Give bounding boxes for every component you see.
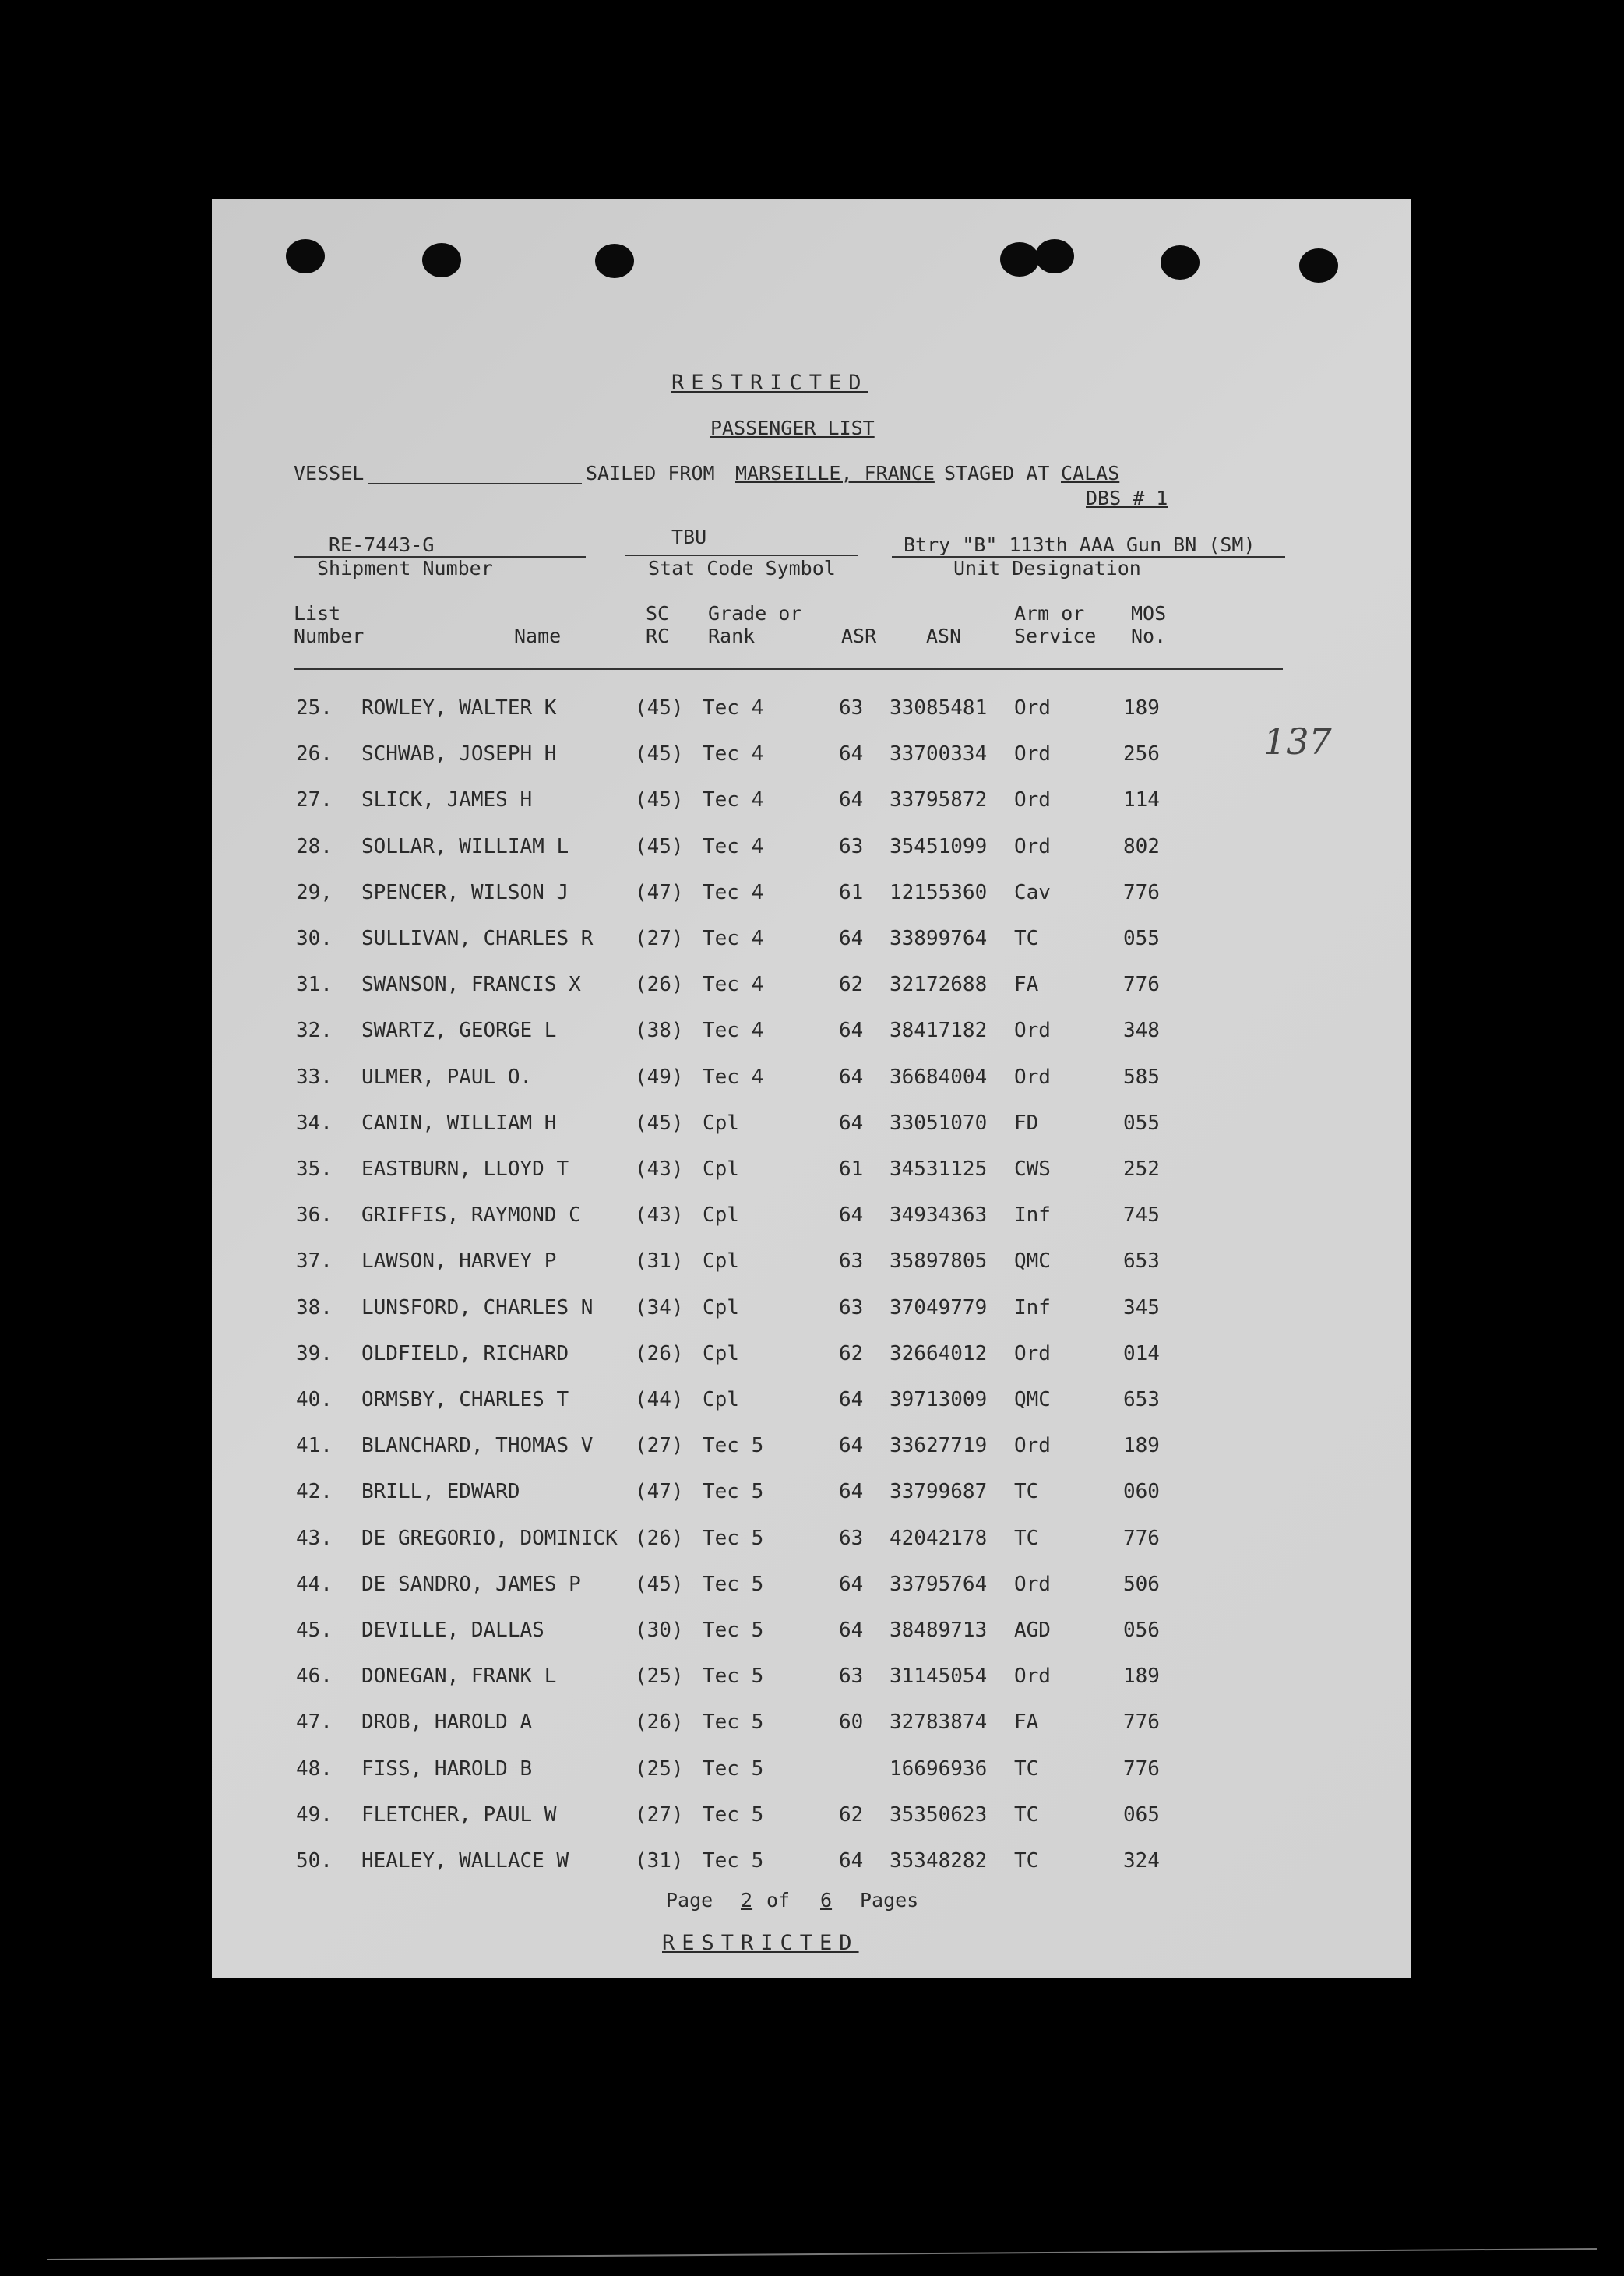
cell-arm: Ord (1014, 834, 1051, 858)
table-row (212, 923, 1411, 954)
table-row (212, 877, 1411, 908)
cell-name: LUNSFORD, CHARLES N (361, 1295, 594, 1319)
cell-mos: 114 (1123, 788, 1160, 812)
cell-grade: Tec 4 (703, 696, 764, 720)
cell-name: OLDFIELD, RICHARD (361, 1341, 569, 1365)
cell-name: SWANSON, FRANCIS X (361, 973, 581, 997)
cell-arm: FD (1014, 1111, 1039, 1135)
cell-arm: Ord (1014, 1665, 1051, 1689)
cell-grade: Tec 5 (703, 1434, 764, 1458)
cell-grade: Cpl (703, 1388, 739, 1411)
cell-scrc: (47) (635, 1480, 684, 1504)
cell-mos: 776 (1123, 880, 1160, 904)
table-row (212, 1200, 1411, 1231)
cell-num: 33. (296, 1065, 333, 1089)
cell-asr: 63 (839, 696, 864, 720)
cell-asn: 32172688 (890, 973, 988, 997)
document-title: PASSENGER LIST (710, 417, 875, 439)
cell-mos: 653 (1123, 1388, 1160, 1411)
cell-arm: CWS (1014, 1157, 1051, 1181)
col-asn: ASN (926, 625, 962, 647)
cell-arm: Ord (1014, 1019, 1051, 1043)
cell-mos: 585 (1123, 1065, 1160, 1089)
cell-name: GRIFFIS, RAYMOND C (361, 1203, 581, 1228)
cell-asn: 34934363 (890, 1203, 988, 1228)
table-row (212, 969, 1411, 1000)
col-asr: ASR (841, 625, 877, 647)
table-row (212, 1245, 1411, 1277)
cell-num: 30. (296, 927, 333, 950)
cell-grade: Cpl (703, 1157, 739, 1181)
cell-name: ULMER, PAUL O. (361, 1065, 533, 1089)
cell-asn: 35350623 (890, 1802, 988, 1827)
punch-hole (422, 243, 461, 277)
cell-grade: Tec 5 (703, 1480, 764, 1504)
cell-grade: Tec 4 (703, 788, 764, 812)
cell-grade: Cpl (703, 1203, 739, 1228)
table-row (212, 1753, 1411, 1785)
cell-num: 29, (296, 880, 333, 904)
cell-mos: 324 (1123, 1849, 1160, 1873)
cell-name: HEALEY, WALLACE W (361, 1849, 569, 1873)
cell-asn: 33085481 (890, 696, 988, 720)
cell-mos: 653 (1123, 1249, 1160, 1274)
cell-asr: 61 (839, 880, 864, 904)
of-label: of (766, 1889, 791, 1911)
cell-name: DE SANDRO, JAMES P (361, 1572, 581, 1596)
table-row (212, 1523, 1411, 1554)
unit-designation-value: Btry "B" 113th AAA Gun BN (SM) (904, 534, 1256, 556)
cell-grade: Cpl (703, 1249, 739, 1274)
cell-grade: Tec 4 (703, 880, 764, 904)
edge-line (47, 2248, 1597, 2260)
cell-arm: Ord (1014, 1434, 1051, 1458)
cell-num: 39. (296, 1341, 333, 1365)
cell-asr: 64 (839, 1111, 864, 1135)
cell-arm: TC (1014, 1849, 1039, 1873)
cell-grade: Tec 5 (703, 1756, 764, 1781)
cell-asn: 35348282 (890, 1849, 988, 1873)
table-row (212, 1615, 1411, 1646)
cell-mos: 189 (1123, 696, 1160, 720)
cell-asn: 33627719 (890, 1434, 988, 1458)
cell-asn: 31145054 (890, 1665, 988, 1689)
cell-mos: 189 (1123, 1665, 1160, 1689)
stat-code-value: TBU (671, 526, 707, 548)
cell-asn: 36684004 (890, 1065, 988, 1089)
cell-asn: 33051070 (890, 1111, 988, 1135)
cell-asr: 61 (839, 1157, 864, 1181)
staged-at-label: STAGED AT (944, 462, 1050, 484)
cell-num: 31. (296, 973, 333, 997)
cell-name: SCHWAB, JOSEPH H (361, 742, 557, 766)
col-service: Service (1014, 625, 1097, 647)
cell-name: FISS, HAROLD B (361, 1756, 533, 1781)
cell-name: SWARTZ, GEORGE L (361, 1019, 557, 1043)
cell-asr: 63 (839, 834, 864, 858)
cell-num: 50. (296, 1849, 333, 1873)
cell-grade: Tec 4 (703, 973, 764, 997)
cell-asr: 63 (839, 1526, 864, 1550)
cell-mos: 506 (1123, 1572, 1160, 1596)
table-row (212, 1154, 1411, 1185)
cell-arm: Ord (1014, 696, 1051, 720)
cell-arm: Ord (1014, 1065, 1051, 1089)
col-rank: Rank (708, 625, 756, 647)
cell-asn: 39713009 (890, 1388, 988, 1411)
cell-name: SPENCER, WILSON J (361, 880, 569, 904)
cell-num: 32. (296, 1019, 333, 1043)
cell-scrc: (43) (635, 1203, 684, 1228)
cell-mos: 189 (1123, 1434, 1160, 1458)
cell-name: LAWSON, HARVEY P (361, 1249, 557, 1274)
cell-mos: 776 (1123, 1526, 1160, 1550)
cell-asr: 63 (839, 1295, 864, 1319)
cell-grade: Tec 5 (703, 1572, 764, 1596)
cell-grade: Cpl (703, 1295, 739, 1319)
cell-scrc: (45) (635, 788, 684, 812)
cell-scrc: (26) (635, 1526, 684, 1550)
cell-scrc: (30) (635, 1619, 684, 1642)
cell-scrc: (27) (635, 927, 684, 950)
cell-asn: 33899764 (890, 927, 988, 950)
cell-scrc: (43) (635, 1157, 684, 1181)
cell-num: 48. (296, 1756, 333, 1781)
cell-asr: 64 (839, 1388, 864, 1411)
table-row (212, 1569, 1411, 1600)
cell-scrc: (31) (635, 1849, 684, 1873)
cell-scrc: (38) (635, 1019, 684, 1043)
margin-note: 137 (1263, 720, 1332, 763)
cell-grade: Cpl (703, 1341, 739, 1365)
cell-num: 36. (296, 1203, 333, 1228)
cell-mos: 252 (1123, 1157, 1160, 1181)
cell-scrc: (45) (635, 742, 684, 766)
cell-grade: Tec 4 (703, 1019, 764, 1043)
col-list-number: List (294, 602, 341, 625)
cell-name: SULLIVAN, CHARLES R (361, 927, 594, 950)
col-mos-no: No. (1131, 625, 1167, 647)
cell-grade: Tec 5 (703, 1711, 764, 1735)
cell-asn: 32783874 (890, 1711, 988, 1735)
cell-asr: 63 (839, 1249, 864, 1274)
cell-arm: Ord (1014, 742, 1051, 766)
cell-arm: Ord (1014, 788, 1051, 812)
cell-num: 27. (296, 788, 333, 812)
cell-asn: 32664012 (890, 1341, 988, 1365)
cell-grade: Tec 4 (703, 834, 764, 858)
cell-num: 40. (296, 1388, 333, 1411)
total-pages: 6 (820, 1889, 833, 1911)
cell-name: SOLLAR, WILLIAM L (361, 834, 569, 858)
cell-num: 25. (296, 696, 333, 720)
cell-num: 26. (296, 742, 333, 766)
cell-name: SLICK, JAMES H (361, 788, 533, 812)
cell-mos: 014 (1123, 1341, 1160, 1365)
col-rc: RC (646, 625, 670, 647)
cell-grade: Tec 5 (703, 1526, 764, 1550)
cell-asr: 64 (839, 927, 864, 950)
cell-num: 35. (296, 1157, 333, 1181)
cell-num: 45. (296, 1619, 333, 1642)
col-name: Name (514, 625, 562, 647)
cell-mos: 745 (1123, 1203, 1160, 1228)
unit-designation-label: Unit Designation (953, 557, 1141, 580)
cell-name: ORMSBY, CHARLES T (361, 1388, 569, 1411)
stat-code-rule (625, 555, 858, 556)
cell-arm: Inf (1014, 1295, 1051, 1319)
cell-scrc: (26) (635, 1341, 684, 1365)
cell-name: DEVILLE, DALLAS (361, 1619, 544, 1642)
col-list-number-2: Number (294, 625, 365, 647)
sailed-from-label: SAILED FROM (586, 462, 715, 484)
cell-num: 46. (296, 1665, 333, 1689)
cell-arm: Cav (1014, 880, 1051, 904)
cell-mos: 348 (1123, 1019, 1160, 1043)
cell-arm: TC (1014, 1526, 1039, 1550)
header-rule (294, 668, 1283, 670)
page-label: Page (666, 1889, 713, 1911)
cell-arm: FA (1014, 1711, 1039, 1735)
table-row (212, 1476, 1411, 1507)
cell-arm: TC (1014, 1802, 1039, 1827)
table-row (212, 1430, 1411, 1461)
cell-mos: 065 (1123, 1802, 1160, 1827)
document-page (212, 199, 1411, 1978)
cell-asr: 64 (839, 1065, 864, 1089)
cell-arm: Ord (1014, 1341, 1051, 1365)
col-arm: Arm or (1014, 602, 1085, 625)
cell-asr: 64 (839, 1572, 864, 1596)
cell-scrc: (26) (635, 973, 684, 997)
cell-asn: 38489713 (890, 1619, 988, 1642)
cell-arm: TC (1014, 1480, 1039, 1504)
page-number: 2 (741, 1889, 753, 1911)
classification-bottom: RESTRICTED (662, 1931, 859, 1955)
cell-grade: Tec 5 (703, 1619, 764, 1642)
cell-grade: Tec 4 (703, 1065, 764, 1089)
table-row (212, 1384, 1411, 1415)
table-row (212, 1845, 1411, 1876)
cell-asn: 33700334 (890, 742, 988, 766)
cell-mos: 802 (1123, 834, 1160, 858)
table-row (212, 1661, 1411, 1692)
cell-scrc: (34) (635, 1295, 684, 1319)
cell-asn: 38417182 (890, 1019, 988, 1043)
cell-asr: 64 (839, 788, 864, 812)
cell-asn: 35897805 (890, 1249, 988, 1274)
table-row (212, 692, 1411, 724)
cell-num: 47. (296, 1711, 333, 1735)
vessel-blank (368, 483, 582, 484)
cell-name: DROB, HAROLD A (361, 1711, 533, 1735)
cell-asn: 12155360 (890, 880, 988, 904)
cell-arm: Inf (1014, 1203, 1051, 1228)
cell-scrc: (44) (635, 1388, 684, 1411)
col-mos: MOS (1131, 602, 1167, 625)
cell-name: FLETCHER, PAUL W (361, 1802, 557, 1827)
cell-asr: 64 (839, 1619, 864, 1642)
cell-name: DE GREGORIO, DOMINICK (361, 1526, 618, 1550)
cell-arm: FA (1014, 973, 1039, 997)
cell-asn: 35451099 (890, 834, 988, 858)
cell-asn: 37049779 (890, 1295, 988, 1319)
col-grade: Grade or (708, 602, 802, 625)
cell-num: 49. (296, 1802, 333, 1827)
table-row (212, 831, 1411, 862)
cell-num: 28. (296, 834, 333, 858)
shipment-number-label: Shipment Number (317, 557, 493, 580)
cell-scrc: (49) (635, 1065, 684, 1089)
cell-asn: 33795764 (890, 1572, 988, 1596)
punch-hole (1035, 239, 1074, 273)
cell-scrc: (47) (635, 880, 684, 904)
punch-hole (1299, 248, 1338, 283)
punch-hole (595, 244, 634, 278)
vessel-label: VESSEL (294, 462, 365, 484)
cell-asr: 64 (839, 1480, 864, 1504)
cell-asr: 62 (839, 1341, 864, 1365)
cell-arm: AGD (1014, 1619, 1051, 1642)
cell-asr: 64 (839, 1849, 864, 1873)
cell-grade: Tec 5 (703, 1849, 764, 1873)
cell-mos: 345 (1123, 1295, 1160, 1319)
cell-scrc: (45) (635, 696, 684, 720)
cell-asr: 64 (839, 1203, 864, 1228)
cell-asr: 64 (839, 742, 864, 766)
cell-name: BRILL, EDWARD (361, 1480, 520, 1504)
cell-arm: TC (1014, 927, 1039, 950)
cell-num: 43. (296, 1526, 333, 1550)
cell-asr: 64 (839, 1434, 864, 1458)
cell-scrc: (31) (635, 1249, 684, 1274)
cell-asr: 64 (839, 1019, 864, 1043)
cell-grade: Cpl (703, 1111, 739, 1135)
col-sc: SC (646, 602, 670, 625)
cell-asr: 62 (839, 1802, 864, 1827)
cell-num: 34. (296, 1111, 333, 1135)
cell-mos: 776 (1123, 973, 1160, 997)
dbs-number: DBS # 1 (1086, 487, 1168, 509)
cell-scrc: (25) (635, 1665, 684, 1689)
cell-num: 44. (296, 1572, 333, 1596)
cell-scrc: (45) (635, 834, 684, 858)
punch-hole (1000, 242, 1039, 277)
table-row (212, 1338, 1411, 1369)
cell-arm: TC (1014, 1756, 1039, 1781)
stat-code-label: Stat Code Symbol (648, 557, 836, 580)
table-row (212, 1707, 1411, 1738)
table-row (212, 1062, 1411, 1093)
cell-scrc: (45) (635, 1111, 684, 1135)
cell-asn: 33799687 (890, 1480, 988, 1504)
cell-num: 42. (296, 1480, 333, 1504)
punch-hole (286, 239, 325, 273)
cell-mos: 055 (1123, 1111, 1160, 1135)
cell-mos: 060 (1123, 1480, 1160, 1504)
cell-num: 38. (296, 1295, 333, 1319)
cell-asr: 63 (839, 1665, 864, 1689)
cell-asn: 42042178 (890, 1526, 988, 1550)
cell-asr: 62 (839, 973, 864, 997)
cell-name: CANIN, WILLIAM H (361, 1111, 557, 1135)
sailed-from-value: MARSEILLE, FRANCE (735, 462, 935, 484)
cell-scrc: (26) (635, 1711, 684, 1735)
cell-name: BLANCHARD, THOMAS V (361, 1434, 594, 1458)
shipment-number-value: RE-7443-G (329, 534, 435, 556)
cell-grade: Tec 4 (703, 742, 764, 766)
cell-mos: 256 (1123, 742, 1160, 766)
cell-grade: Tec 4 (703, 927, 764, 950)
cell-grade: Tec 5 (703, 1665, 764, 1689)
table-row (212, 784, 1411, 816)
cell-asr: 60 (839, 1711, 864, 1735)
cell-scrc: (27) (635, 1802, 684, 1827)
cell-num: 41. (296, 1434, 333, 1458)
cell-asn: 33795872 (890, 788, 988, 812)
cell-num: 37. (296, 1249, 333, 1274)
table-row (212, 1108, 1411, 1139)
punch-hole (1161, 245, 1200, 280)
cell-name: EASTBURN, LLOYD T (361, 1157, 569, 1181)
cell-grade: Tec 5 (703, 1802, 764, 1827)
cell-mos: 055 (1123, 927, 1160, 950)
cell-arm: QMC (1014, 1388, 1051, 1411)
table-row (212, 1799, 1411, 1830)
cell-asn: 34531125 (890, 1157, 988, 1181)
table-row (212, 1292, 1411, 1323)
cell-mos: 056 (1123, 1619, 1160, 1642)
cell-arm: QMC (1014, 1249, 1051, 1274)
cell-mos: 776 (1123, 1756, 1160, 1781)
cell-asn: 16696936 (890, 1756, 988, 1781)
pages-label: Pages (860, 1889, 919, 1911)
cell-mos: 776 (1123, 1711, 1160, 1735)
cell-arm: Ord (1014, 1572, 1051, 1596)
cell-name: ROWLEY, WALTER K (361, 696, 557, 720)
cell-scrc: (25) (635, 1756, 684, 1781)
staged-at-value: CALAS (1061, 462, 1120, 484)
table-row (212, 738, 1411, 770)
classification-top: RESTRICTED (671, 371, 868, 395)
cell-scrc: (45) (635, 1572, 684, 1596)
cell-scrc: (27) (635, 1434, 684, 1458)
cell-name: DONEGAN, FRANK L (361, 1665, 557, 1689)
table-row (212, 1015, 1411, 1046)
